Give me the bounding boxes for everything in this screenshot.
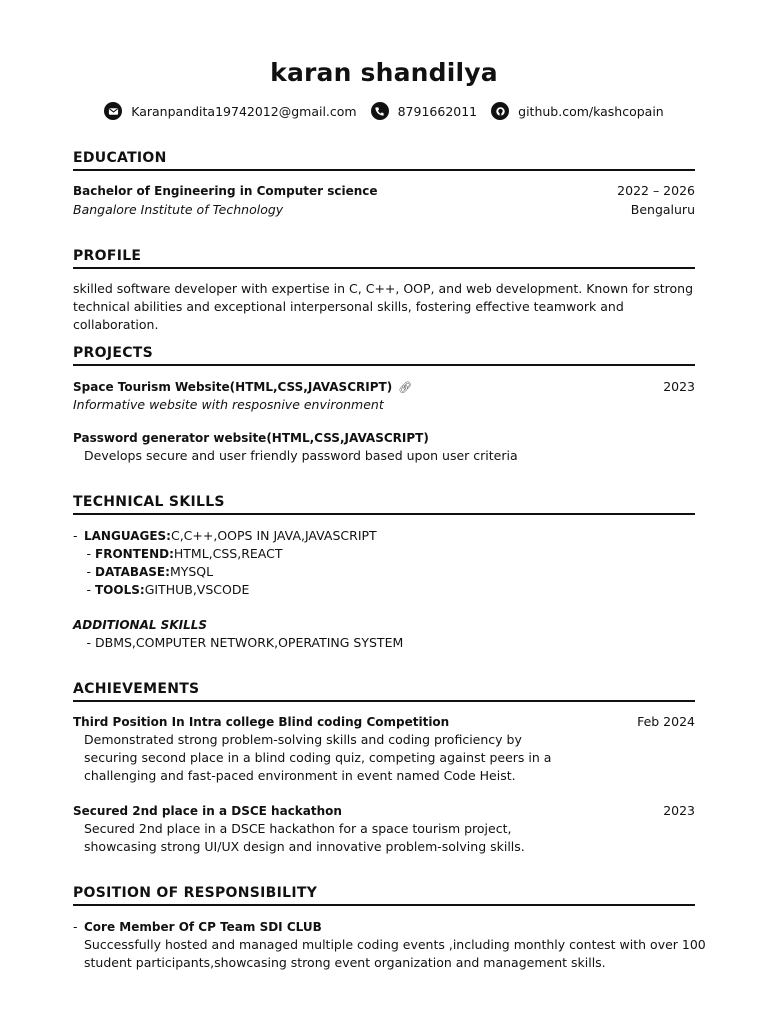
responsibility-role: Core Member Of CP Team SDI CLUB <box>84 920 322 934</box>
profile-line: technical abilities and exceptional interpersonal skills, fostering effective teamwork and collaboration. <box>73 299 624 332</box>
additional-skills-heading: ADDITIONAL SKILLS <box>73 618 208 632</box>
education-degree-row <box>73 182 695 200</box>
education-dates: 2022 – 2026 <box>617 183 695 198</box>
contact-github[interactable] <box>491 102 664 120</box>
education-heading: EDUCATION <box>73 150 695 171</box>
achievement-row <box>73 802 695 820</box>
link-icon[interactable]: 🔗︎ <box>398 381 413 394</box>
projects-heading: PROJECTS <box>73 345 695 366</box>
skill-value: HTML,CSS,REACT <box>173 546 283 561</box>
envelope-icon <box>104 102 122 120</box>
achievement-line: Secured 2nd place in a DSCE hackathon for a space tourism project, <box>84 821 512 836</box>
additional-skill-item: - DBMS,COMPUTER NETWORK,OPERATING SYSTEM <box>86 635 404 650</box>
school-location: Bengaluru <box>630 202 695 217</box>
candidate-name: karan shandilya <box>270 58 498 87</box>
github-icon <box>491 102 509 120</box>
degree-name: Bachelor of Engineering in Computer science <box>73 184 378 198</box>
skill-value: C,C++,OOPS IN JAVA,JAVASCRIPT <box>170 528 377 543</box>
project-desc: Informative website with resposnive environment <box>73 397 384 412</box>
achievement-row <box>73 713 695 731</box>
achievement-date: Feb 2024 <box>637 714 695 729</box>
contact-email[interactable] <box>104 102 356 120</box>
responsibility-heading: POSITION OF RESPONSIBILITY <box>73 885 695 906</box>
skill-item: - TOOLS:GITHUB,VSCODE <box>86 582 250 597</box>
skill-item: - DATABASE:MYSQL <box>86 564 214 579</box>
achievement-date: 2023 <box>663 803 695 818</box>
profile-line: skilled software developer with expertise in C, C++, OOP, and web development. Known for strong <box>73 281 694 296</box>
achievement-line: showcasing strong UI/UX design and innovative problem-solving skills. <box>84 839 525 854</box>
contact-bar <box>73 102 695 120</box>
skill-item: - LANGUAGES:C,C++,OOPS IN JAVA,JAVASCRIPT <box>73 528 377 543</box>
profile-heading: PROFILE <box>73 248 695 269</box>
project-name: Space Tourism Website(HTML,CSS,JAVASCRIPT) <box>73 380 393 394</box>
achievement-name: Third Position In Intra college Blind coding Competition <box>73 715 450 729</box>
phone-icon <box>371 102 389 120</box>
achievement-line: securing second place in a blind coding quiz, competing against peers in a <box>84 750 552 765</box>
skill-value: MYSQL <box>169 564 214 579</box>
responsibility-line: Successfully hosted and managed multiple coding events ,including monthly contest with over 100 <box>84 937 706 952</box>
skill-item: - FRONTEND:HTML,CSS,REACT <box>86 546 283 561</box>
project-row <box>73 378 695 397</box>
responsibility-line: student participants,showcasing strong event organization and management skills. <box>84 955 606 970</box>
skill-label: LANGUAGES: <box>84 529 171 543</box>
skill-label: TOOLS: <box>95 583 145 597</box>
contact-phone[interactable] <box>371 102 478 120</box>
project-date: 2023 <box>663 379 695 394</box>
achievement-line: challenging and fast-paced environment in event named Code Heist. <box>84 768 516 783</box>
phone-text: 8791662011 <box>397 103 478 119</box>
email-text: Karanpandita19742012@gmail.com <box>131 103 357 119</box>
achievement-line: Demonstrated strong problem-solving skills and coding proficiency by <box>84 732 522 747</box>
skill-label: FRONTEND: <box>95 547 174 561</box>
achievements-heading: ACHIEVEMENTS <box>73 681 695 702</box>
skill-value: GITHUB,VSCODE <box>144 582 250 597</box>
education-school-row <box>73 201 695 219</box>
project-name: Password generator website(HTML,CSS,JAVASCRIPT) <box>73 431 429 445</box>
project-desc: Develops secure and user friendly password based upon user criteria <box>84 448 518 463</box>
skill-label: DATABASE: <box>95 565 170 579</box>
project-row <box>73 429 695 447</box>
additional-skill-value: DBMS,COMPUTER NETWORK,OPERATING SYSTEM <box>95 635 404 650</box>
school-name: Bangalore Institute of Technology <box>73 202 284 217</box>
achievement-name: Secured 2nd place in a DSCE hackathon <box>73 804 342 818</box>
github-text: github.com/kashcopain <box>518 103 664 119</box>
responsibility-role-row: - Core Member Of CP Team SDI CLUB <box>73 919 322 934</box>
skills-heading: TECHNICAL SKILLS <box>73 494 695 515</box>
